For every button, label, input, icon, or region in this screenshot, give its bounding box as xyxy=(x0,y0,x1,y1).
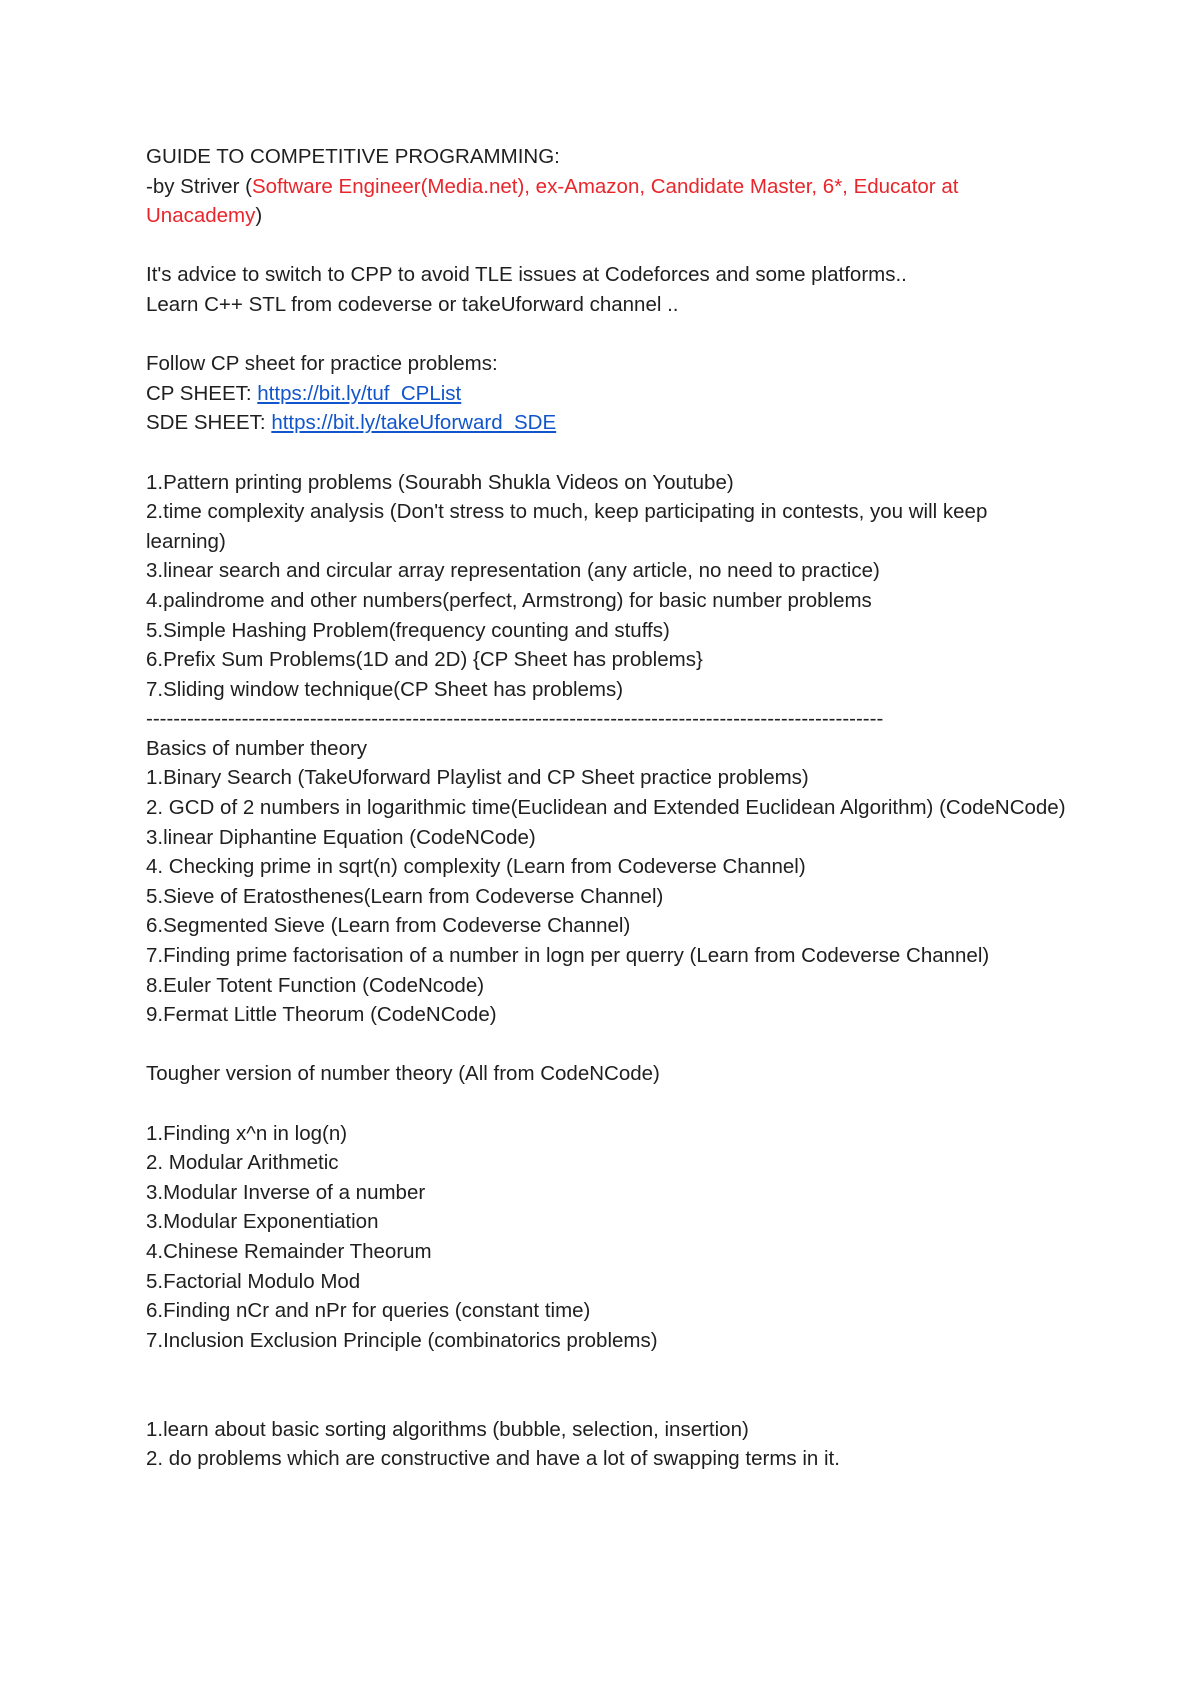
basics-item: 4.palindrome and other numbers(perfect, Armstrong) for basic number problems xyxy=(146,588,872,612)
spacer xyxy=(146,231,1066,261)
number-theory-item: 6.Segmented Sieve (Learn from Codeverse Channel) xyxy=(146,914,631,938)
spacer xyxy=(146,1030,1066,1060)
cp-sheet-link[interactable]: https://bit.ly/tuf_CPList xyxy=(257,381,462,405)
basics-item: 2.time complexity analysis (Don't stress to much, keep participating in contests, you will keep learning) xyxy=(146,500,988,553)
number-theory-item: 2. GCD of 2 numbers in logarithmic time(Euclidean and Extended Euclidean Algorithm) (CodeNCode) xyxy=(146,796,1066,820)
sde-sheet-link[interactable]: https://bit.ly/takeUforward_SDE xyxy=(271,411,557,435)
number-theory-item: 3.linear Diphantine Equation (CodeNCode) xyxy=(146,825,536,849)
basics-item: 7.Sliding window technique(CP Sheet has problems) xyxy=(146,677,624,701)
sorting-item: 1.learn about basic sorting algorithms (bubble, selection, insertion) xyxy=(146,1417,749,1441)
basics-item: 3.linear search and circular array representation (any article, no need to practice) xyxy=(146,559,880,583)
number-theory-item: 5.Sieve of Eratosthenes(Learn from Codeverse Channel) xyxy=(146,884,664,908)
byline xyxy=(146,172,1066,231)
number-theory-item: 1.Binary Search (TakeUforward Playlist and CP Sheet practice problems) xyxy=(146,766,809,790)
byline-suffix: ) xyxy=(255,204,263,228)
tougher-item: 7.Inclusion Exclusion Principle (combinatorics problems) xyxy=(146,1328,658,1352)
sde-sheet-label: SDE SHEET: xyxy=(146,411,272,435)
number-theory-item: 7.Finding prime factorisation of a number in logn per querry (Learn from Codeverse Channel) xyxy=(146,944,990,968)
byline-prefix: -by Striver ( xyxy=(146,174,252,198)
sheets-intro: Follow CP sheet for practice problems: xyxy=(146,352,498,376)
number-theory-item: 9.Fermat Little Theorum (CodeNCode) xyxy=(146,1003,497,1027)
tougher-item: 5.Factorial Modulo Mod xyxy=(146,1269,361,1293)
advice-line-2: Learn C++ STL from codeverse or takeUforward channel .. xyxy=(146,292,679,316)
basics-item: 1.Pattern printing problems (Sourabh Shukla Videos on Youtube) xyxy=(146,470,734,494)
number-theory-heading: Basics of number theory xyxy=(146,736,368,760)
byline-credentials: Software Engineer(Media.net), ex-Amazon, Candidate Master, 6*, Educator at Unacademy xyxy=(146,174,959,228)
number-theory-item: 8.Euler Totent Function (CodeNcode) xyxy=(146,973,485,997)
tougher-item: 1.Finding x^n in log(n) xyxy=(146,1121,348,1145)
tougher-item: 3.Modular Exponentiation xyxy=(146,1210,379,1234)
tougher-item: 3.Modular Inverse of a number xyxy=(146,1180,426,1204)
number-theory-item: 4. Checking prime in sqrt(n) complexity (Learn from Codeverse Channel) xyxy=(146,855,806,879)
spacer xyxy=(146,320,1066,350)
spacer xyxy=(146,438,1066,468)
section-divider: ------------------------------------------------------------------------------------------------------------ xyxy=(146,707,884,731)
basics-item: 5.Simple Hashing Problem(frequency counting and stuffs) xyxy=(146,618,670,642)
sde-sheet-line xyxy=(146,408,1066,438)
spacer xyxy=(146,1385,1066,1415)
spacer xyxy=(146,1089,1066,1119)
advice-line-1: It's advice to switch to CPP to avoid TLE issues at Codeforces and some platforms.. xyxy=(146,263,907,287)
spacer xyxy=(146,1355,1066,1385)
document-page xyxy=(146,142,1066,1474)
tougher-heading: Tougher version of number theory (All from CodeNCode) xyxy=(146,1062,660,1086)
tougher-item: 4.Chinese Remainder Theorum xyxy=(146,1239,432,1263)
document-title: GUIDE TO COMPETITIVE PROGRAMMING: xyxy=(146,145,560,168)
cp-sheet-label: CP SHEET: xyxy=(146,381,258,405)
sorting-item: 2. do problems which are constructive and have a lot of swapping terms in it. xyxy=(146,1447,840,1471)
tougher-item: 6.Finding nCr and nPr for queries (constant time) xyxy=(146,1299,591,1323)
cp-sheet-line xyxy=(146,379,1066,409)
tougher-item: 2. Modular Arithmetic xyxy=(146,1151,339,1175)
basics-item: 6.Prefix Sum Problems(1D and 2D) {CP Sheet has problems} xyxy=(146,648,703,672)
